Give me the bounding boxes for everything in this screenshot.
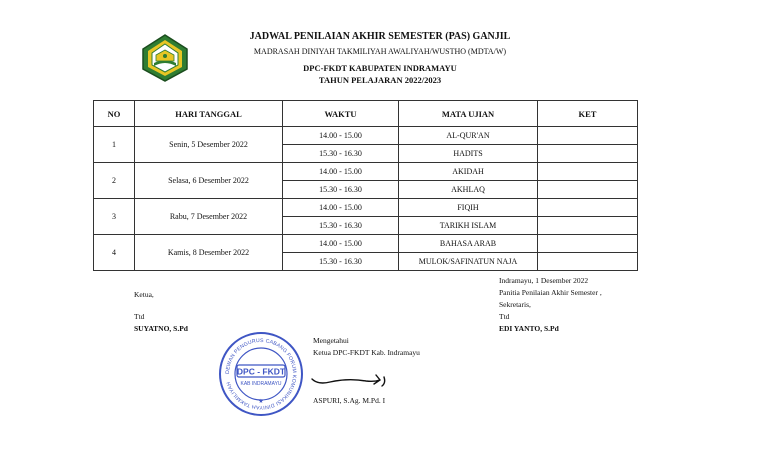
row-time: 14.00 - 15.00 (283, 199, 399, 217)
row-time: 15.30 - 16.30 (283, 253, 399, 271)
row-ket (538, 253, 638, 271)
row-subject: AL-QUR'AN (399, 127, 538, 145)
svg-text:★: ★ (258, 399, 264, 405)
row-ket (538, 199, 638, 217)
organization-name: DPC-FKDT KABUPATEN INDRAMAYU (303, 63, 457, 73)
row-time: 15.30 - 16.30 (283, 145, 399, 163)
stamp-sub-text: KAB INDRAMAYU (240, 381, 282, 387)
row-number: 4 (94, 235, 135, 271)
row-number: 2 (94, 163, 135, 199)
row-subject: TARIKH ISLAM (399, 217, 538, 235)
column-header-time: WAKTU (283, 101, 399, 127)
row-number: 3 (94, 199, 135, 235)
row-date: Rabu, 7 Desember 2022 (135, 199, 283, 235)
column-header-no: NO (94, 101, 135, 127)
row-date: Senin, 5 Desember 2022 (135, 127, 283, 163)
table-header-row (94, 101, 638, 127)
chair-name: SUYATNO, S.Pd (134, 324, 188, 333)
column-header-subject: MATA UJIAN (399, 101, 538, 127)
row-time: 15.30 - 16.30 (283, 181, 399, 199)
row-subject: FIQIH (399, 199, 538, 217)
schedule-table (93, 100, 638, 271)
row-subject: MULOK/SAFINATUN NAJA (399, 253, 538, 271)
table-row (94, 163, 638, 181)
chair-ttd: Ttd (134, 312, 145, 321)
column-header-ket: KET (538, 101, 638, 127)
row-subject: AKIDAH (399, 163, 538, 181)
table-row (94, 127, 638, 145)
row-date: Selasa, 6 Desember 2022 (135, 163, 283, 199)
row-subject: BAHASA ARAB (399, 235, 538, 253)
table-row (94, 235, 638, 253)
approve-name: ASPURI, S.Ag. M.Pd. I (313, 396, 386, 405)
row-number: 1 (94, 127, 135, 163)
row-ket (538, 145, 638, 163)
secretary-label: Sekretaris, (499, 300, 531, 309)
row-subject: AKHLAQ (399, 181, 538, 199)
stamp-center-text: DPC - FKDT (236, 366, 286, 377)
dpc-fkdt-stamp-icon (218, 331, 304, 417)
row-time: 14.00 - 15.00 (283, 235, 399, 253)
column-header-date: HARI TANGGAL (135, 101, 283, 127)
row-date: Kamis, 8 Desember 2022 (135, 235, 283, 271)
committee-label: Panitia Penilaian Akhir Semester , (499, 288, 602, 297)
row-ket (538, 127, 638, 145)
secretary-ttd: Ttd (499, 312, 510, 321)
row-subject: HADITS (399, 145, 538, 163)
madrasah-logo-icon (140, 33, 190, 83)
academic-year: TAHUN PELAJARAN 2022/2023 (318, 75, 442, 85)
document-title: JADWAL PENILAIAN AKHIR SEMESTER (PAS) GANJIL (249, 31, 511, 42)
place-date: Indramayu, 1 Desember 2022 (499, 276, 589, 285)
madrasah-name: MADRASAH DINIYAH TAKMILIYAH AWALIYAH/WUSTHO (MDTA/W) (253, 47, 507, 56)
row-ket (538, 235, 638, 253)
row-ket (538, 217, 638, 235)
approve-label: Mengetahui (313, 336, 349, 345)
stamp-ring-text: DEWAN PENGURUS CABANG FORUM KOMUNIKASI DINIYAH TAKMILIYAH (224, 337, 298, 411)
row-time: 15.30 - 16.30 (283, 217, 399, 235)
chair-label: Ketua, (134, 290, 154, 299)
row-ket (538, 163, 638, 181)
secretary-name: EDI YANTO, S.Pd (499, 324, 559, 333)
approve-title: Ketua DPC-FKDT Kab. Indramayu (313, 348, 420, 357)
table-row (94, 199, 638, 217)
row-time: 14.00 - 15.00 (283, 163, 399, 181)
row-ket (538, 181, 638, 199)
row-time: 14.00 - 15.00 (283, 127, 399, 145)
signature-icon (310, 371, 392, 389)
